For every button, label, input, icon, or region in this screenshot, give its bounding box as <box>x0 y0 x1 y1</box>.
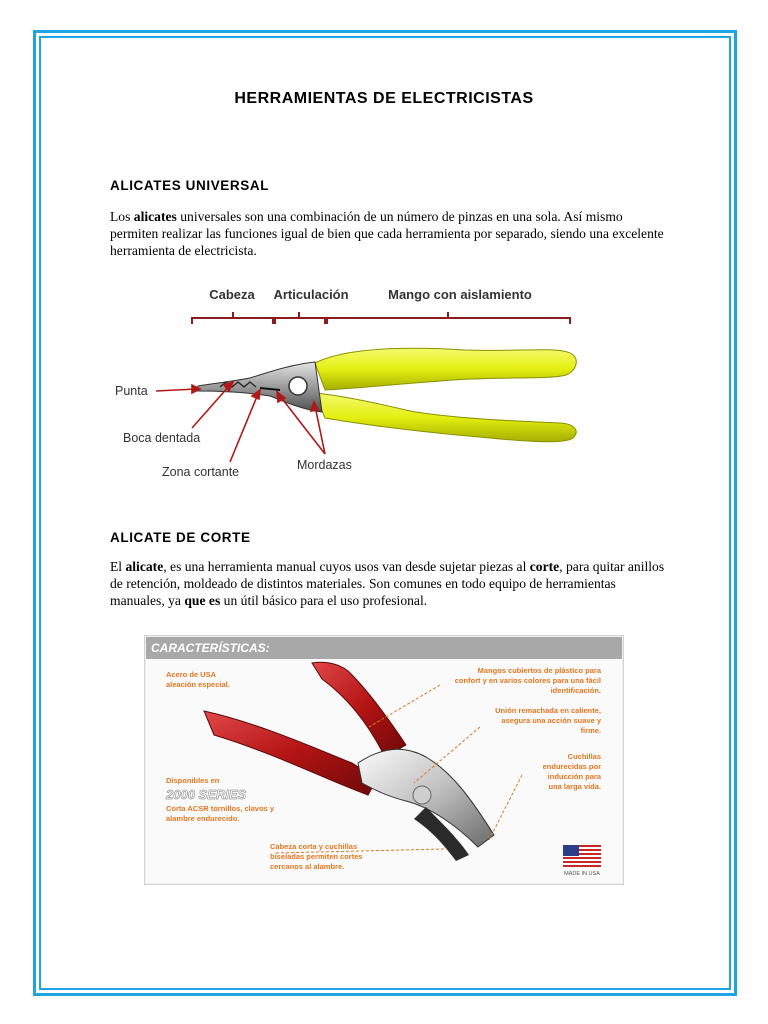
cutter-features-image <box>144 635 624 885</box>
feature-union-line1: Unión remachada en caliente, <box>495 706 601 715</box>
upper-handle <box>315 348 576 390</box>
series-logo: 2000 SERIES <box>166 787 247 802</box>
feature-cabeza-line2: biseladas permiten cortes <box>270 852 363 861</box>
paragraph-bold-text: corte <box>529 559 560 574</box>
label-boca-dentada: Boca dentada <box>123 431 201 445</box>
paragraph-text: , es una herramienta manual cuyos usos van desde sujetar piezas al <box>163 559 530 574</box>
feature-cuchillas-line2: endurecidas por <box>542 762 601 771</box>
brace-cabeza <box>192 312 275 324</box>
paragraph-bold-text: que es <box>184 593 221 608</box>
section-heading-corte: ALICATE DE CORTE <box>110 530 251 545</box>
paragraph-text: Los <box>110 209 134 224</box>
feature-cabeza-line1: Cabeza corta y cuchillas <box>270 842 358 851</box>
paragraph-bold-text: alicate <box>125 559 164 574</box>
feature-cabeza-line3: cercanos al alambre. <box>270 862 345 871</box>
feature-acero-line1: Acero de USA <box>166 670 217 679</box>
feature-cuchillas-line1: Cuchillas <box>567 752 601 761</box>
paragraph-text: El <box>110 559 126 574</box>
pivot-hole <box>289 377 307 395</box>
feature-acero-line2: aleación especial. <box>166 680 230 689</box>
paragraph-bold-text: alicates <box>133 209 177 224</box>
paragraph-universal <box>110 208 665 259</box>
feature-disponibles-line2: Corta ACSR tornillos, clavos y <box>166 804 275 813</box>
made-in-usa-label: MADE IN USA <box>564 871 600 877</box>
brace-articulacion <box>273 312 325 324</box>
section-heading-universal: ALICATES UNIVERSAL <box>110 178 270 193</box>
feature-mangos-line1: Mangos cubiertos de plástico para <box>477 666 601 675</box>
feature-union-line2: asegura una acción suave y <box>501 716 601 725</box>
label-cabeza: Cabeza <box>209 287 255 302</box>
paragraph-corte <box>110 558 665 609</box>
feature-mangos-line2: confort y en varios colores para una fácil <box>454 676 601 685</box>
label-mango: Mango con aislamiento <box>388 287 532 302</box>
lower-handle <box>315 393 576 442</box>
feature-disponibles-line3: alambre endurecido. <box>166 814 240 823</box>
pliers-diagram <box>110 278 600 488</box>
characteristics-header: CARACTERÍSTICAS: <box>151 641 270 655</box>
document-title: HERRAMIENTAS DE ELECTRICISTAS <box>234 90 534 107</box>
paragraph-text: universales son una combinación de un número de pinzas en una sola. Así mismo permiten realizar las funciones igual de bien que cada herramienta por separado, siendo una excelente herramienta de electricista. <box>110 209 664 258</box>
feature-cuchillas-line3: inducción para <box>547 772 601 781</box>
feature-disponibles-line1: Disponibles en <box>166 776 220 785</box>
label-zona-cortante: Zona cortante <box>162 465 240 479</box>
us-flag-icon <box>563 845 601 867</box>
feature-mangos-line3: identificación. <box>550 686 601 695</box>
label-mordazas: Mordazas <box>297 458 352 472</box>
feature-cuchillas-line4: una larga vida. <box>548 782 601 791</box>
label-punta: Punta <box>115 384 148 398</box>
paragraph-text: un útil básico para el uso profesional. <box>220 593 428 608</box>
paragraph-text: , para quitar anillos de retención, moldeado de distintos materiales. Son comunes en todo equipo de herramientas manuales, ya <box>110 559 665 608</box>
brace-mango <box>327 312 570 324</box>
cutter-pivot <box>413 786 431 804</box>
feature-union-line3: firme. <box>580 726 601 735</box>
label-articulacion: Articulación <box>273 287 349 302</box>
